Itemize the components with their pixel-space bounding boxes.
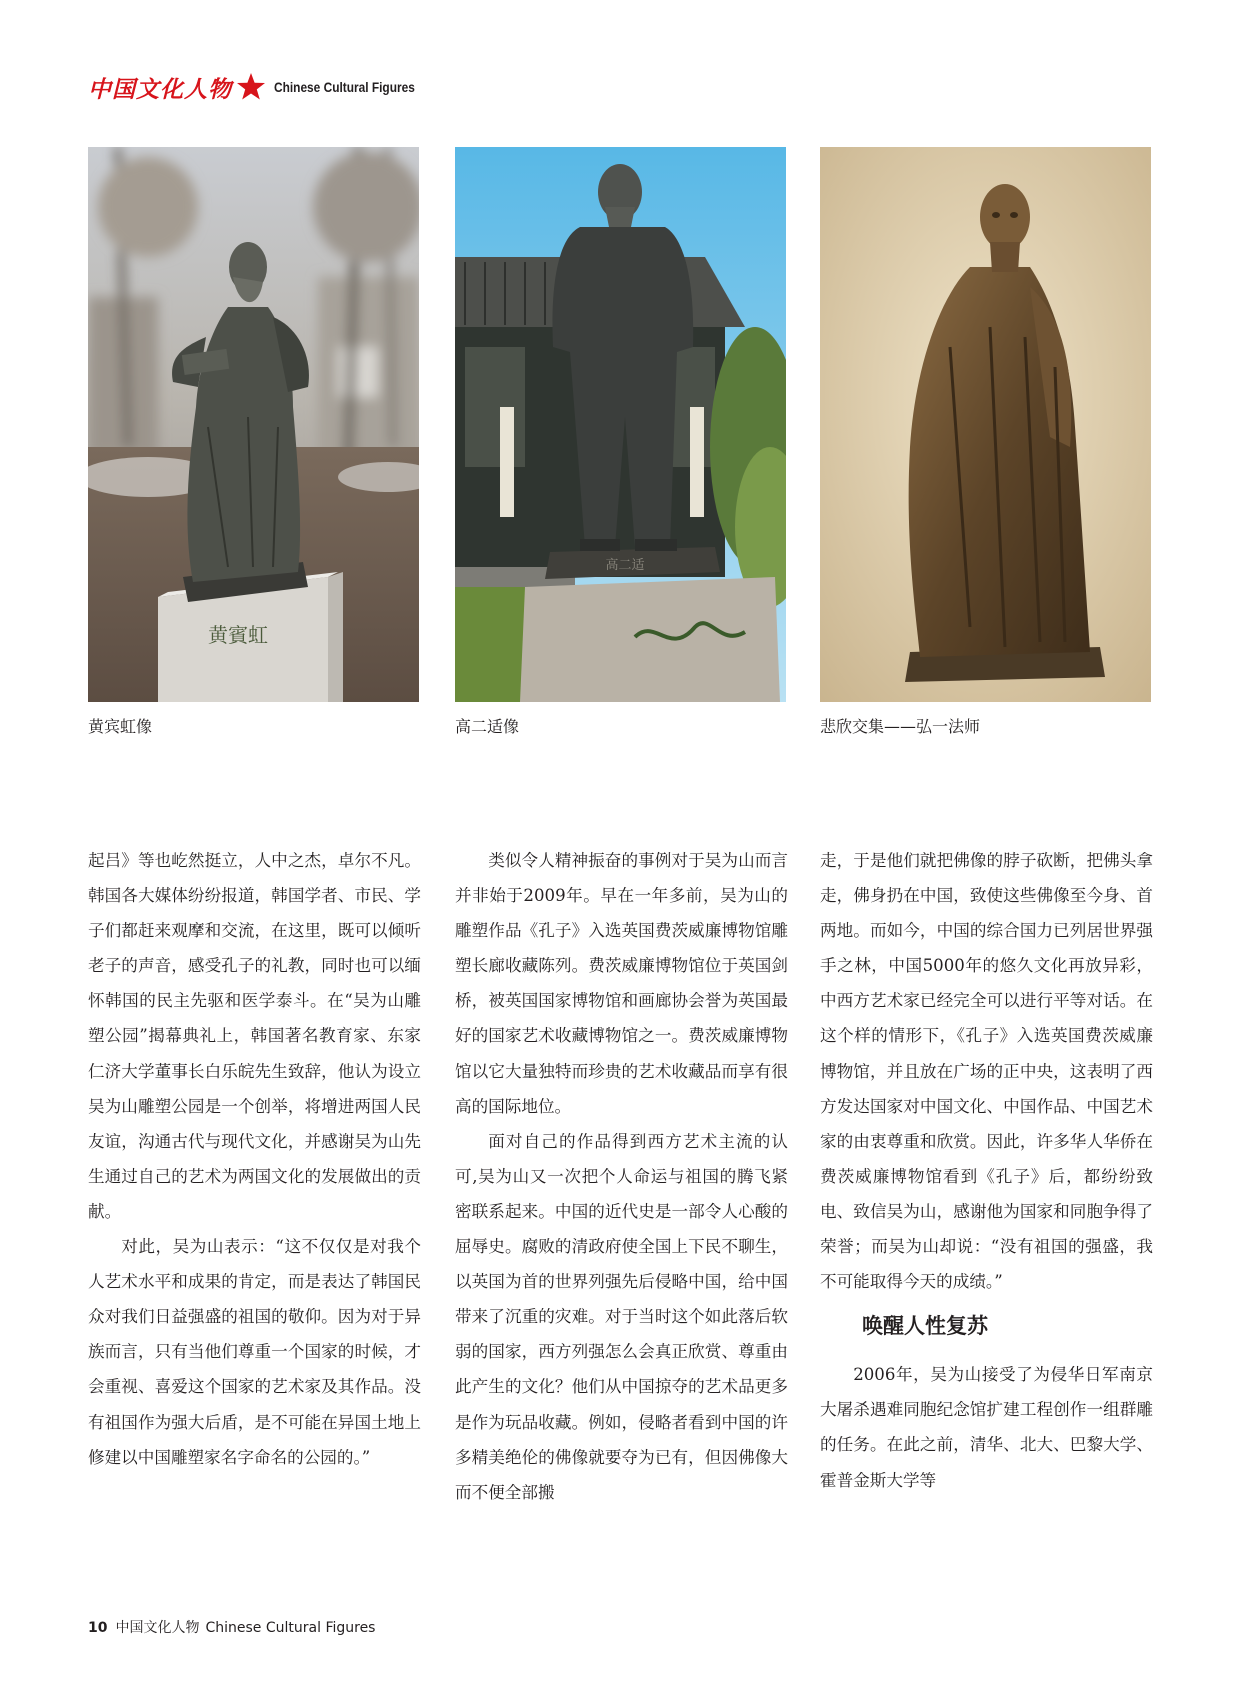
- footer-title-en: Chinese Cultural Figures: [205, 1620, 376, 1636]
- pedestal-inscription: 黄賓虹: [208, 623, 268, 647]
- masthead-title-cn: 中国文化人物: [88, 75, 232, 103]
- caption-huang-binhong: 黄宾虹像: [88, 717, 153, 736]
- section-heading: 唤醒人性复苏: [862, 1314, 988, 1339]
- photo-hongyi-master-statue: [820, 147, 1151, 702]
- photo-gao-ershi-statue: [455, 147, 786, 702]
- paragraph: 面对自己的作品得到西方艺术主流的认可,吴为山又一次把个人命运与祖国的腾飞紧密联系起来。中国的近代史是一部令人心酸的屈辱史。腐败的清政府使全国上下民不聊生，以英国为首的世界列强先后侵略中国，给中国带来了沉重的灾难。对于当时这个如此落后软弱的国家，西方列强怎么会真正欣赏、尊重由此产生的文化？他们从中国掠夺的艺术品更多是作为玩品收藏。例如，侵略者看到中国的许多精美绝伦的佛像就要夺为已有，但因佛像大而不便全部搬: [455, 1131, 788, 1502]
- page-number: 10: [88, 1620, 108, 1636]
- paragraph: 2006年，吴为山接受了为侵华日军南京大屠杀遇难同胞纪念馆扩建工程创作一组群雕的任务。在此之前，清华、北大、巴黎大学、霍普金斯大学等: [820, 1365, 1153, 1490]
- text-column-3: [820, 843, 1153, 1498]
- pedestal-inscription: 高二适: [605, 558, 645, 573]
- text-column-1: [88, 843, 421, 1475]
- caption-gao-ershi: 高二适像: [455, 717, 520, 736]
- photo-huang-binhong-statue: [88, 147, 419, 702]
- paragraph: 走，于是他们就把佛像的脖子砍断，把佛头拿走，佛身扔在中国，致使这些佛像至今身、首两地。而如今，中国的综合国力已列居世界强手之林，中国5000年的悠久文化再放异彩，中西方艺术家已经完全可以进行平等对话。在这个样的情形下，《孔子》入选英国费茨威廉博物馆，并且放在广场的正中央，这表明了西方发达国家对中国文化、中国作品、中国艺术家的由衷尊重和欣赏。因此，许多华人华侨在费茨威廉博物馆看到《孔子》后，都纷纷致电、致信吴为山，感谢他为国家和同胞争得了荣誉；而吴为山却说：“没有祖国的强盛，我不可能取得今天的成绩。”: [820, 851, 1153, 1292]
- masthead: [88, 70, 440, 104]
- paragraph: 对此，吴为山表示：“这不仅仅是对我个人艺术水平和成果的肯定，而是表达了韩国民众对我们日益强盛的祖国的敬仰。因为对于异族而言，只有当他们尊重一个国家的时候，才会重视、喜爱这个国家的艺术家及其作品。没有祖国作为强大后盾，是不可能在异国土地上修建以中国雕塑家名字命名的公园的。”: [88, 1237, 421, 1467]
- text-column-2: [455, 843, 788, 1510]
- page-footer: [88, 1617, 375, 1637]
- caption-hongyi-master: 悲欣交集——弘一法师: [820, 717, 981, 736]
- footer-title-cn: 中国文化人物: [115, 1620, 200, 1636]
- masthead-title-en: Chinese Cultural Figures: [274, 79, 415, 95]
- paragraph: 起吕》等也屹然挺立，人中之杰，卓尔不凡。韩国各大媒体纷纷报道，韩国学者、市民、学子们都赶来观摩和交流，在这里，既可以倾听老子的声音，感受孔子的礼教，同时也可以缅怀韩国的民主先驱和医学泰斗。在“吴为山雕塑公园”揭幕典礼上，韩国著名教育家、东家仁济大学董事长白乐皖先生致辞，他认为设立吴为山雕塑公园是一个创举，将增进两国人民友谊，沟通古代与现代文化，并感谢吴为山先生通过自己的艺术为两国文化的发展做出的贡献。: [88, 851, 421, 1221]
- paragraph: 类似令人精神振奋的事例对于吴为山而言并非始于2009年。早在一年多前，吴为山的雕塑作品《孔子》入选英国费茨威廉博物馆雕塑长廊收藏陈列。费茨威廉博物馆位于英国剑桥，被英国国家博物馆和画廊协会誉为英国最好的国家艺术收藏博物馆之一。费茨威廉博物馆以它大量独特而珍贵的艺术收藏品而享有很高的国际地位。: [455, 851, 788, 1116]
- red-star-icon: [236, 72, 266, 102]
